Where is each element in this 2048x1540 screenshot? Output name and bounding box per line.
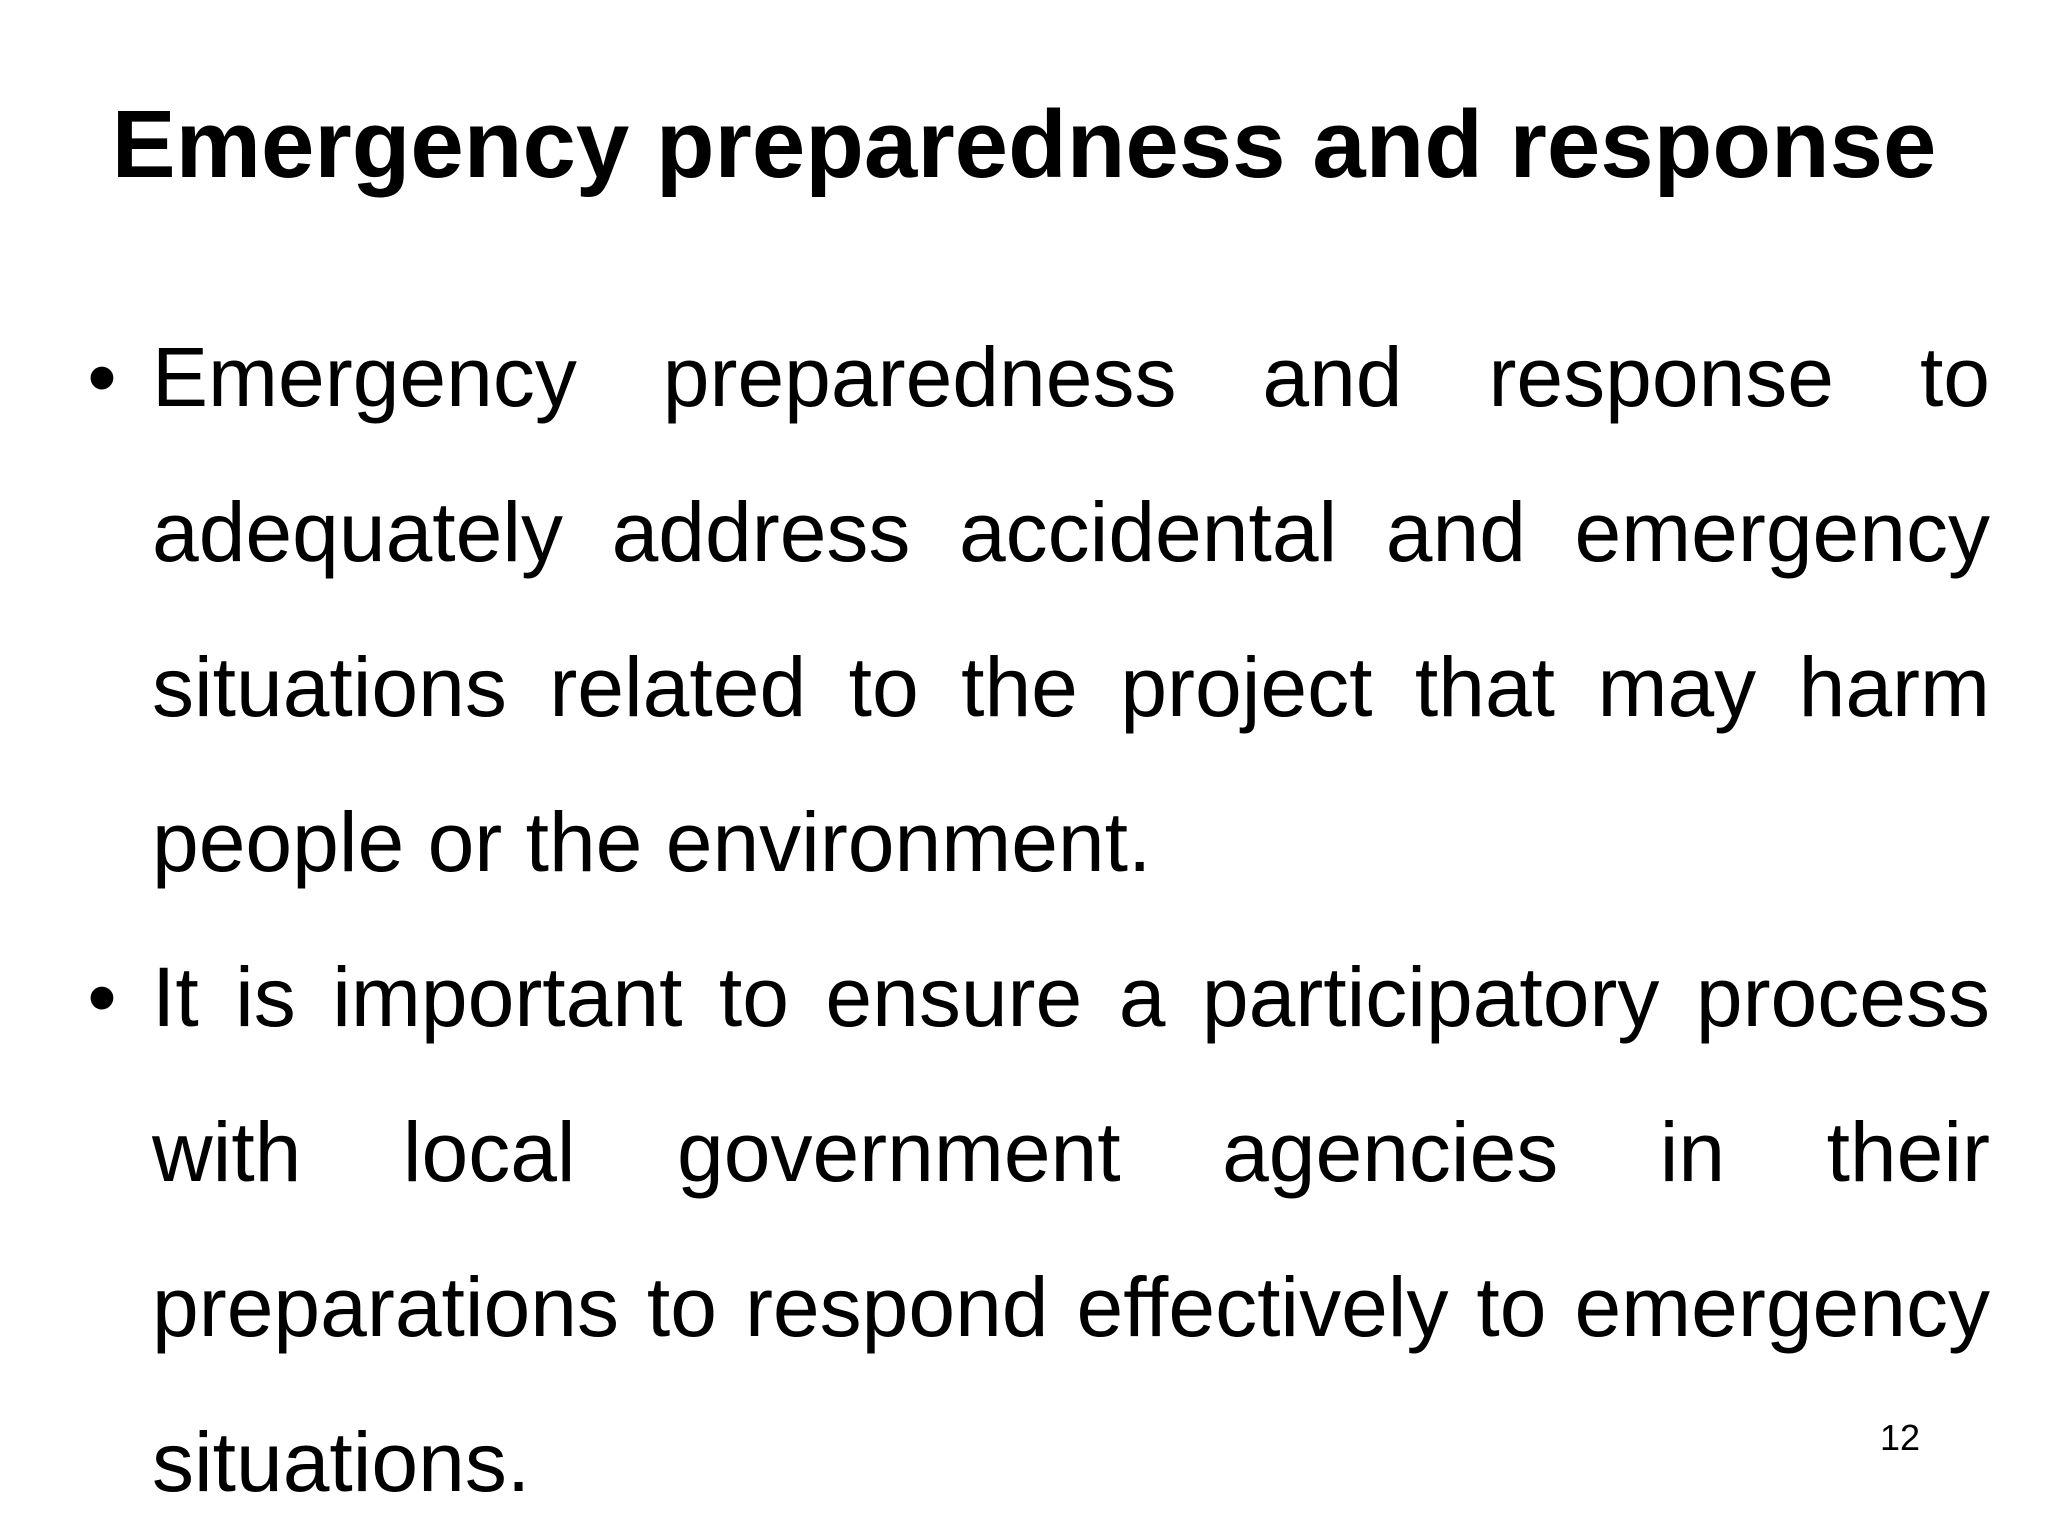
bullet-list [72, 300, 1990, 1540]
bullet-icon: • [87, 330, 117, 424]
slide-number: 12 [1880, 1417, 1921, 1458]
bullet-item [72, 300, 1990, 920]
bullet-text: It is important to ensure a participatory process with local government agencies in their preparations to respond effectively to emergency situations. [152, 950, 1990, 1509]
bullet-item [72, 920, 1990, 1540]
bullet-text: Emergency preparedness and response to adequately address accidental and emergency situations related to the project that may harm people or the environment. [152, 330, 1990, 889]
slide-title: Emergency preparedness and response [111, 91, 1937, 198]
bullet-icon: • [87, 950, 117, 1044]
